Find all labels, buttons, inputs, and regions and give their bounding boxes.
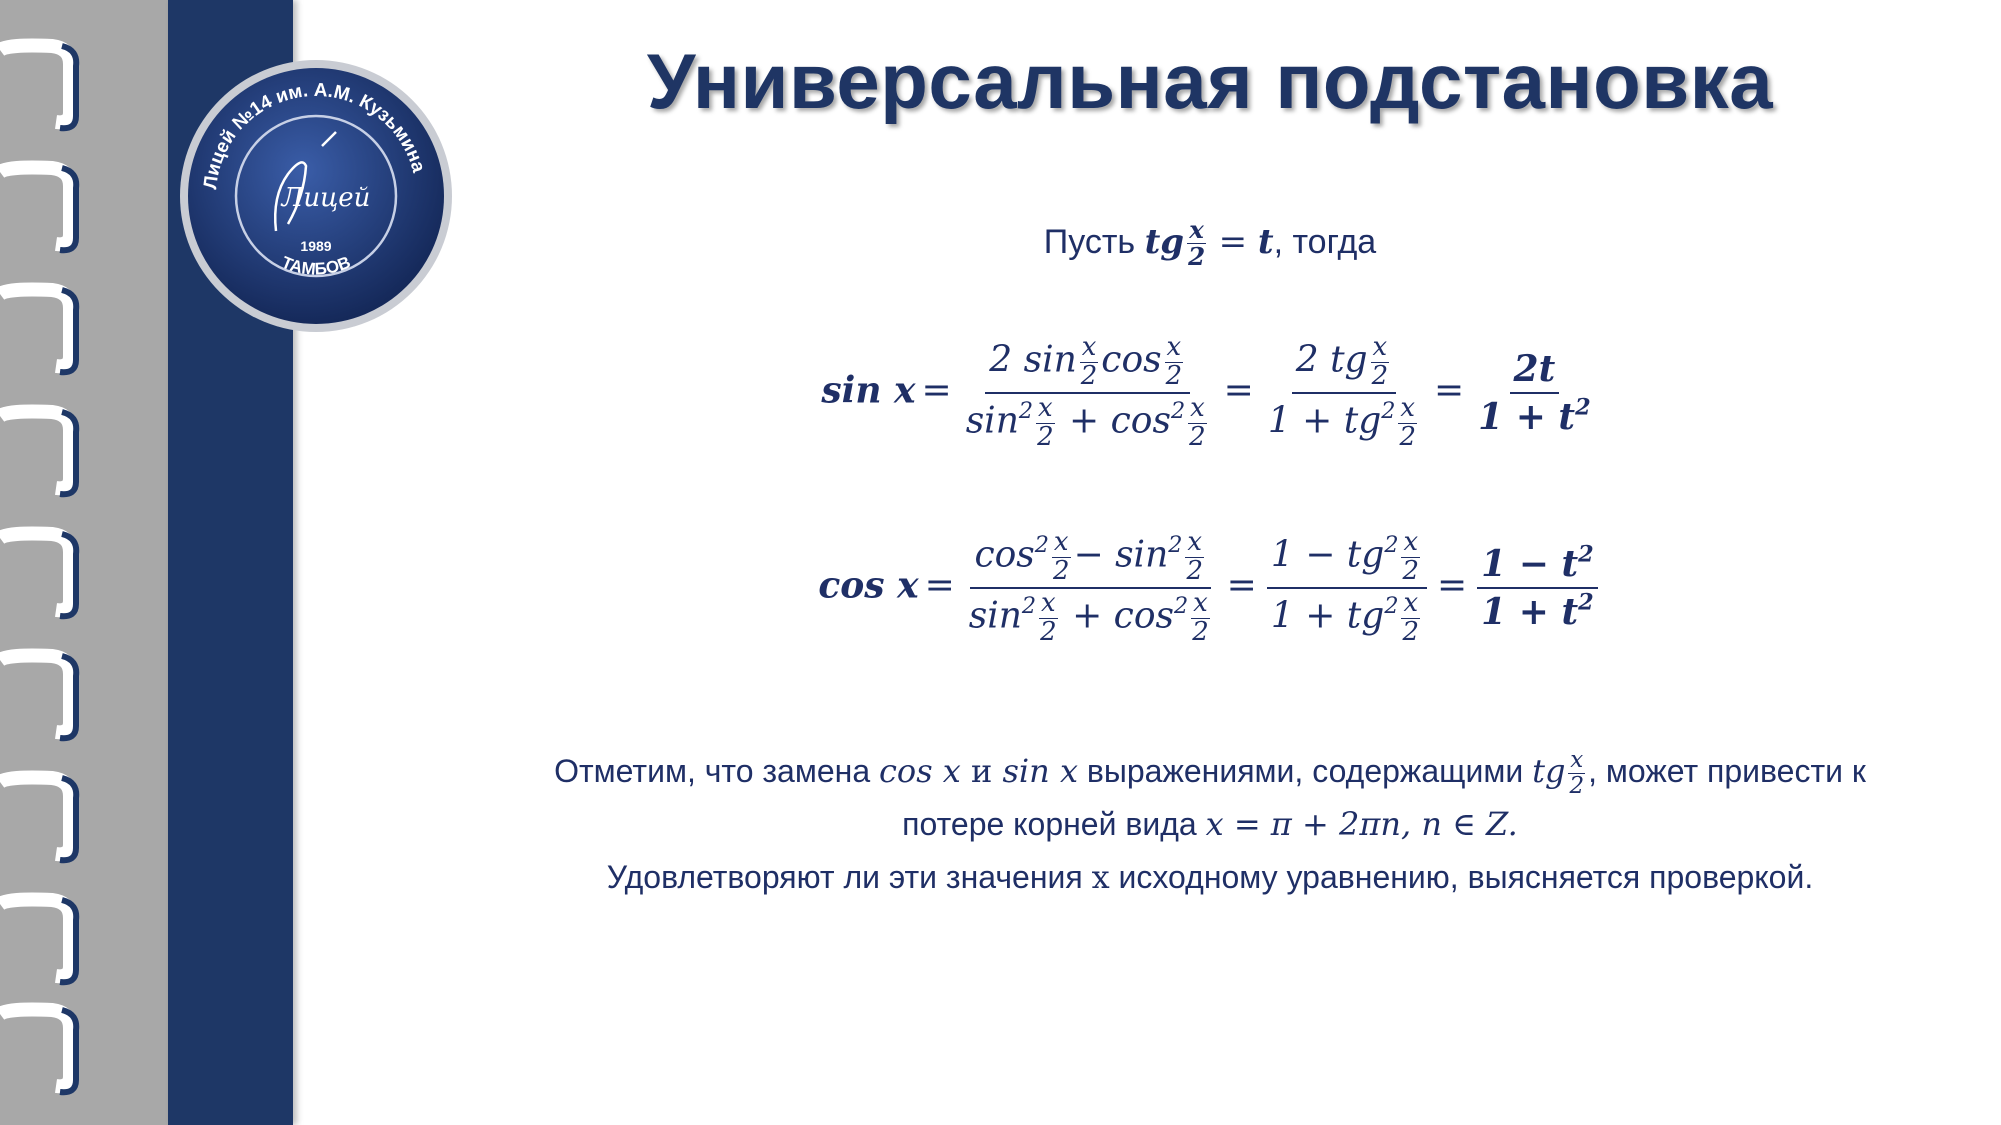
check-sentence: Удовлетворяют ли эти значения x исходному уравнению, выясняется проверкой. — [606, 858, 1814, 896]
binder-ring-icon — [0, 768, 88, 864]
binder-ring-icon — [0, 158, 88, 254]
fraction: $\frac{x}{2}$ — [1188, 215, 1206, 272]
binder-ring-icon — [0, 280, 88, 376]
lyceum-logo — [176, 56, 456, 336]
logo-signature: Лицей — [281, 183, 371, 213]
fraction: 2 sin $\frac{x}{2}$ cos $\frac{x}{2}$ $\sin^2$ $\frac{x}{2}$ + $\cos^2$ $\frac{x}{2}$ — [965, 332, 1206, 452]
fraction-result: $\frac{2t}{1 + t^2}$ — [1478, 347, 1591, 438]
substitution-statement: Пусть tg $\frac{x}{2}$ = t, тогда — [1043, 215, 1377, 272]
fraction: $\frac{x}{2}$ — [1569, 747, 1585, 800]
binder-ring-icon — [0, 402, 88, 498]
slide-title: Универсальная подстановка — [646, 37, 1774, 125]
binder-ring-icon — [0, 1000, 88, 1096]
fraction: $\cos^2$ $\frac{x}{2}$ − $\sin^2$ $\frac{x}{2}$ $\sin^2$ $\frac{x}{2}$ + $\cos^2$ $\frac{x}{2}$ — [965, 530, 1217, 646]
binder-ring-icon — [0, 646, 88, 742]
logo-city: ТАМБОВ — [278, 252, 354, 279]
binder-ring-icon — [0, 524, 88, 620]
logo-ring-text: Лицей №14 им. А.М. Кузьмина — [200, 79, 429, 191]
fraction: 2 tg $\frac{x}{2}$ $1 + tg^2$ $\frac{x}{2}$ — [1267, 332, 1416, 452]
fraction-result: $\frac{1 - t^2}{1 + t^2}$ — [1477, 543, 1597, 633]
fraction: $1 - tg^2$ $\frac{x}{2}$ $1 + tg^2$ $\frac{x}{2}$ — [1267, 530, 1427, 646]
note-paragraph: Отметим, что замена cos x и sin x выражениями, содержащими tg $\frac{x}{2}$ , может привести к потере корней вида x = π + 2πn, n ∈ Z. — [554, 747, 1866, 844]
binder-ring-icon — [0, 36, 88, 132]
cos-formula: cos x = $\cos^2$ $\frac{x}{2}$ − $\sin^2$ $\frac{x}{2}$ $\sin^2$ $\frac{x}{2}$ + $\cos^2$ $\frac{x}{2}$ = $1 - tg^2$ $\frac{x}{2}$ $1 + tg^2$ $\frac{x}{2}$ = $\frac{1 - t^2}{1 + t^2}$ — [560, 530, 1860, 646]
logo-year: 1989 — [300, 238, 332, 254]
sin-formula: sin x = 2 sin $\frac{x}{2}$ cos $\frac{x}{2}$ $\sin^2$ $\frac{x}{2}$ + $\cos^2$ $\frac{x}{2}$ = 2 tg $\frac{x}{2}$ $1 + tg^2$ $\frac{x}{2}$ = $\frac{2t}{1 + t^2}$ — [560, 335, 1860, 451]
binder-ring-icon — [0, 890, 88, 986]
